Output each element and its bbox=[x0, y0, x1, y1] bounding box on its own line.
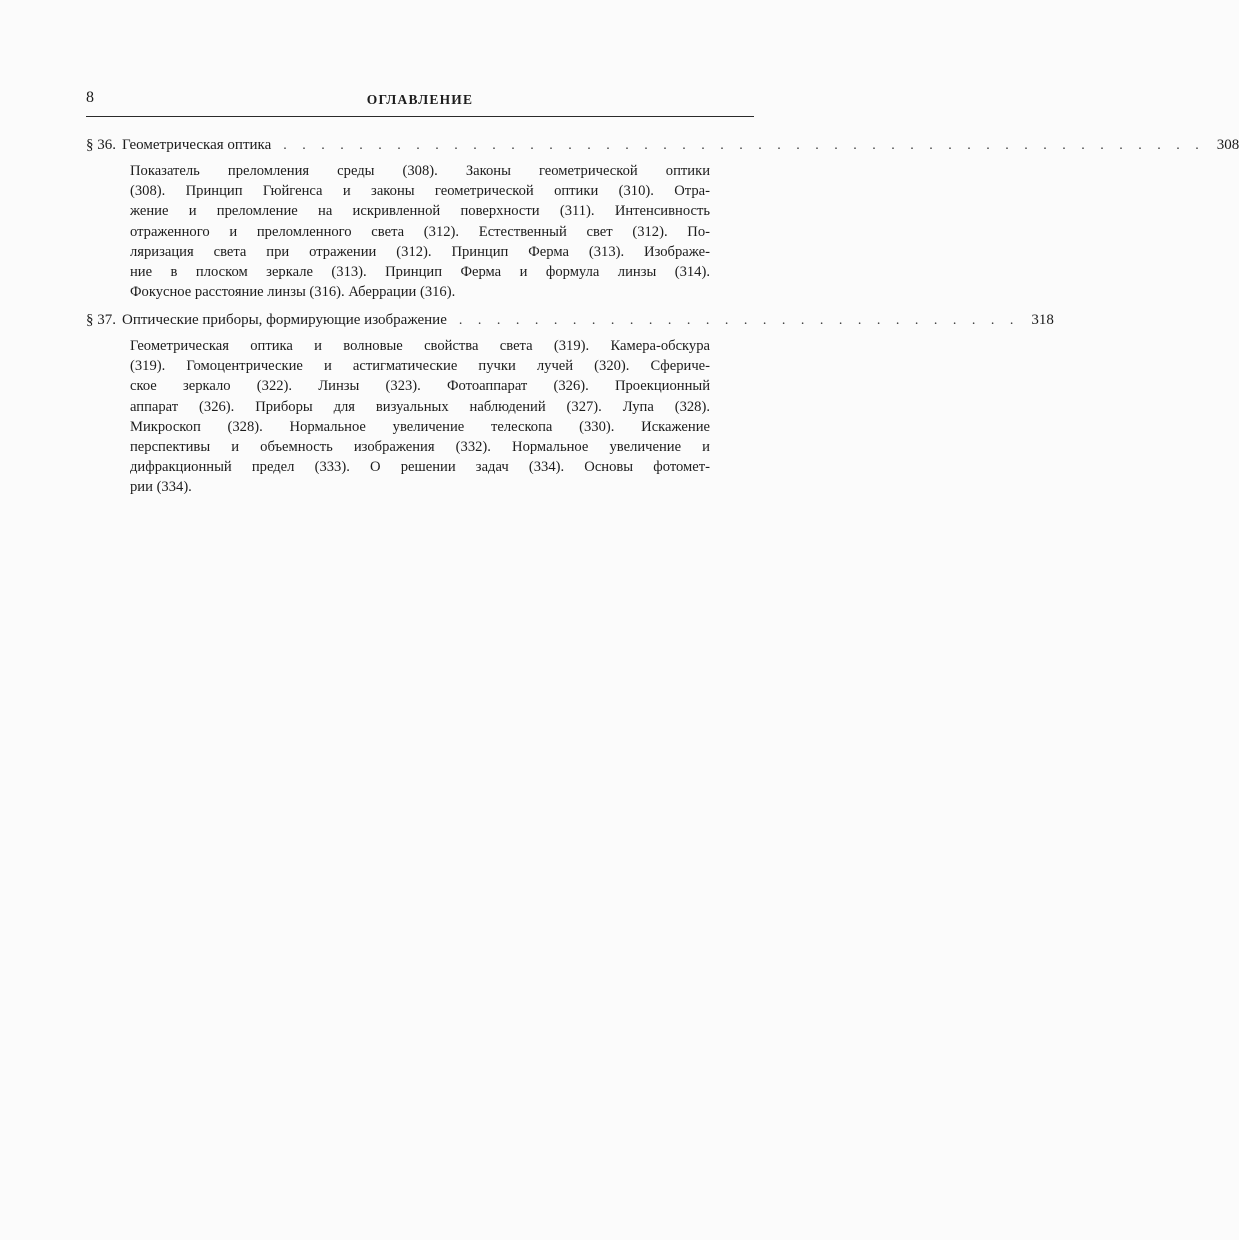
dot-leader: . . . . . . . . . . . . . . . . . . . . . . . . . . . . . . . . . . . . . . . . . . . . . . . . . bbox=[283, 138, 1205, 153]
section-title: Оптические приборы, формирующие изображение bbox=[122, 312, 447, 328]
description-line: Геометрическая оптика и волновые свойства света (319). Камера-обскура bbox=[130, 338, 710, 354]
description-line: (308). Принцип Гюйгенса и законы геометрической оптики (310). Отра- bbox=[130, 183, 710, 200]
section-number: § 37. bbox=[86, 312, 116, 328]
description-line: рии (334). bbox=[130, 479, 192, 496]
section-title: Геометрическая оптика bbox=[122, 137, 272, 153]
page-reference: 308 bbox=[1216, 137, 1239, 153]
description-line: дифракционный предел (333). О решении задач (334). Основы фотомет- bbox=[130, 459, 710, 476]
description-line: Фокусное расстояние линзы (316). Аберрации (316). bbox=[130, 284, 456, 301]
description-line: ское зеркало (322). Линзы (323). Фотоаппарат (326). Проекционный bbox=[130, 378, 710, 395]
description-line: ляризация света при отражении (312). Принцип Ферма (313). Изображе- bbox=[130, 243, 710, 260]
description-line: (319). Гомоцентрические и астигматические пучки лучей (320). Сфериче- bbox=[130, 358, 710, 375]
page-number: 8 bbox=[86, 89, 94, 106]
description-line: отраженного и преломленного света (312). Естественный свет (312). По- bbox=[130, 223, 710, 240]
header-rule bbox=[86, 116, 754, 117]
toc-entry-heading[interactable] bbox=[86, 311, 1054, 329]
section-description bbox=[130, 161, 710, 302]
toc-entry-heading[interactable] bbox=[86, 136, 1239, 154]
description-line: ние в плоском зеркале (313). Принцип Ферма и формула линзы (314). bbox=[130, 264, 710, 281]
page-reference: 318 bbox=[1031, 312, 1054, 328]
description-line: перспективы и объемность изображения (332). Нормальное увеличение и bbox=[130, 439, 710, 456]
toc-entry-36 bbox=[86, 136, 1239, 302]
description-line: жение и преломление на искривленной поверхности (311). Интенсивность bbox=[130, 203, 710, 220]
description-line: Показатель преломления среды (308). Законы геометрической оптики bbox=[130, 163, 710, 179]
description-line: Микроскоп (328). Нормальное увеличение телескопа (330). Искажение bbox=[130, 418, 710, 435]
description-line: аппарат (326). Приборы для визуальных наблюдений (327). Лупа (328). bbox=[130, 398, 710, 415]
dot-leader: . . . . . . . . . . . . . . . . . . . . . . . . . . . . . . bbox=[458, 313, 1020, 328]
section-description bbox=[130, 336, 710, 498]
toc-entry-37 bbox=[86, 311, 1054, 498]
section-number: § 36. bbox=[86, 137, 116, 153]
running-head-title: ОГЛАВЛЕНИЕ bbox=[366, 92, 474, 107]
